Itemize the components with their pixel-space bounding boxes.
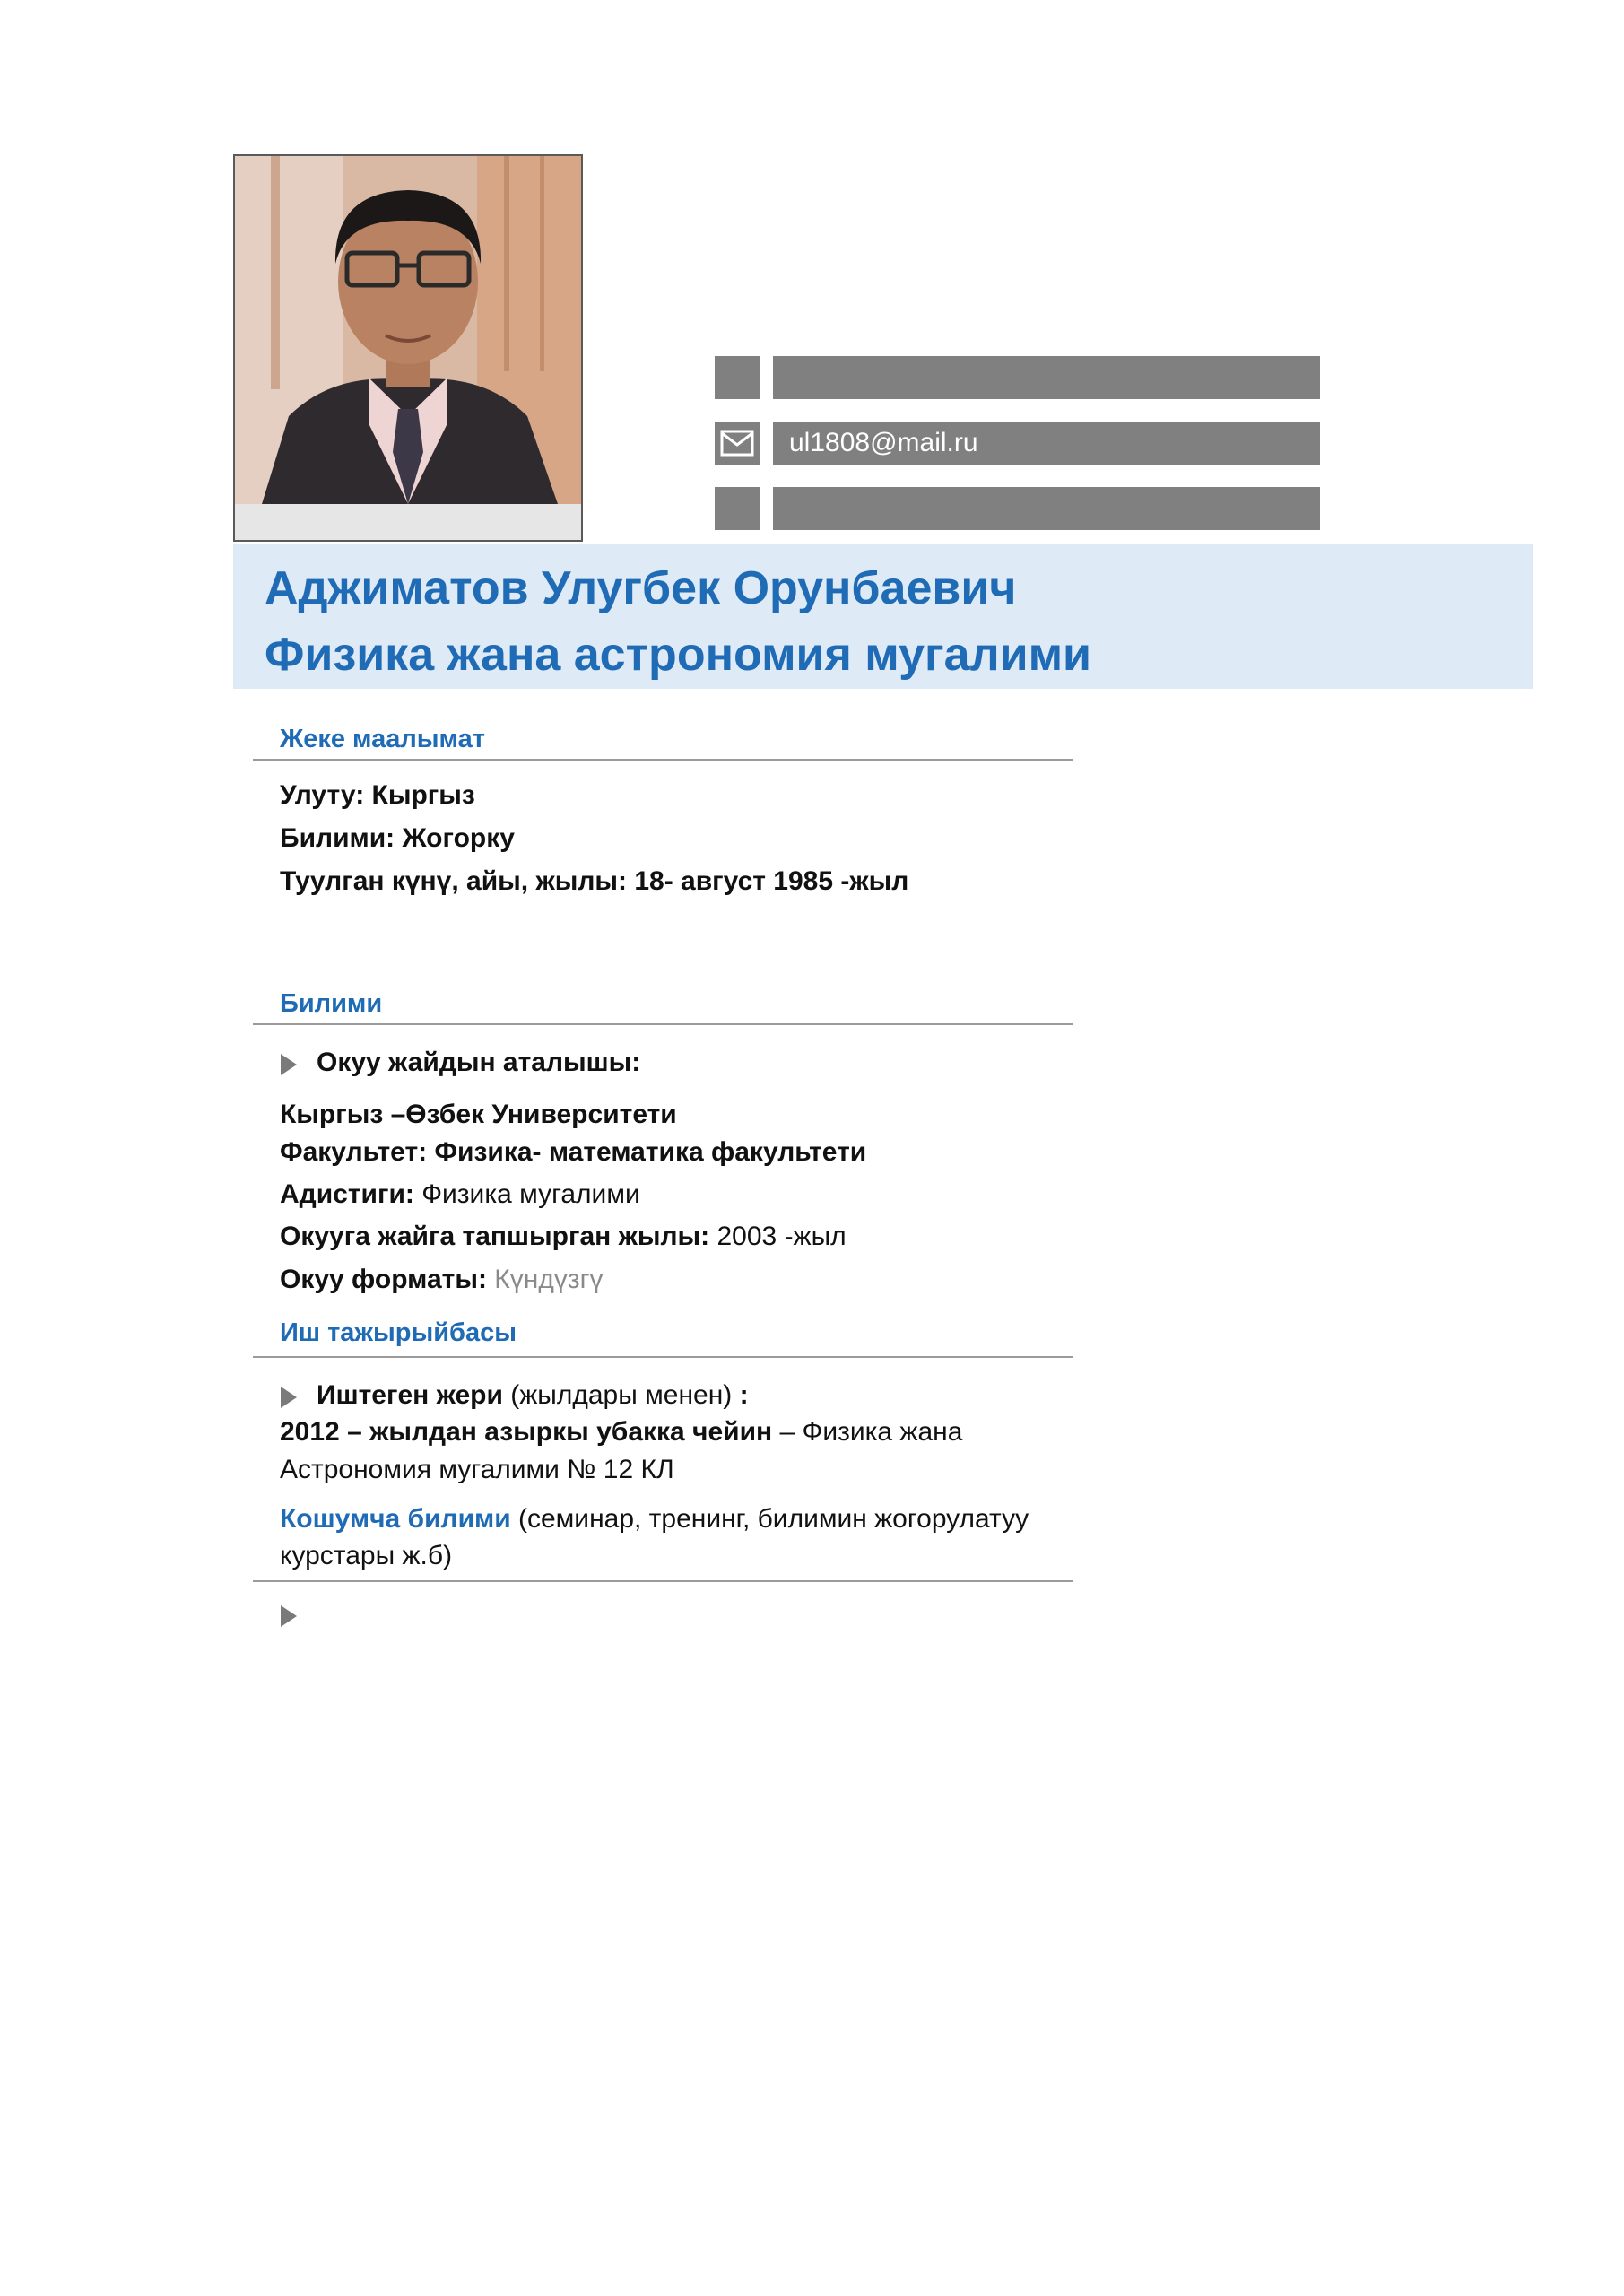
bullet-arrow-icon (281, 1054, 297, 1075)
section-title-extra: Кошумча билими (280, 1504, 511, 1534)
section-divider (253, 1580, 1073, 1582)
work-period (280, 1417, 962, 1448)
birth-date: Туулган күнү, айы, жылы: 18- август 1985 -жыл (280, 866, 909, 896)
email-bar (773, 422, 1320, 465)
work-period-dates: 2012 – жылдан азыркы убакка чейин (280, 1417, 773, 1447)
format-label: Окуу форматы: (280, 1265, 487, 1294)
contact-bar-1 (773, 356, 1320, 399)
education-level: Билими: Жогорку (280, 823, 515, 853)
workplace-colon: : (739, 1380, 749, 1410)
admission-year (280, 1222, 847, 1252)
blank-icon (715, 487, 760, 530)
section-title-work: Иш тажырыйбасы (280, 1318, 517, 1347)
blank-icon (715, 356, 760, 399)
specialty-label: Адистиги: (280, 1179, 414, 1209)
study-format (280, 1265, 604, 1295)
section-title-education: Билими (280, 989, 383, 1018)
section-divider (253, 1356, 1073, 1358)
workplace-label: Иштеген жери (317, 1380, 503, 1410)
admission-value: 2003 -жыл (709, 1222, 847, 1251)
faculty: Факультет: Физика- математика факультети (280, 1137, 867, 1167)
bullet-arrow-icon (281, 1387, 297, 1408)
additional-education (280, 1504, 1029, 1535)
profile-photo-frame (233, 154, 583, 542)
contact-bar-3 (773, 487, 1320, 530)
full-name: Аджиматов Улугбек Орунбаевич (265, 562, 1017, 614)
work-role: – Физика жана (772, 1417, 963, 1447)
bullet-arrow-icon (281, 1605, 297, 1627)
job-title: Физика жана астрономия мугалими (265, 629, 1092, 681)
institution-label: Окуу жайдын аталышы: (317, 1048, 641, 1077)
mail-icon (715, 422, 760, 465)
specialty (280, 1179, 640, 1210)
email-text: ul1808@mail.ru (789, 428, 978, 457)
section-title-personal: Жеке маалымат (280, 725, 485, 753)
profile-photo (235, 156, 581, 504)
name-banner (233, 544, 1533, 689)
workplace-heading (317, 1380, 749, 1411)
specialty-value: Физика мугалими (413, 1179, 640, 1209)
section-divider (253, 1023, 1073, 1025)
nationality: Улуту: Кыргыз (280, 780, 475, 810)
mail-icon-box (715, 422, 760, 465)
work-role-continued: Астрономия мугалими № 12 КЛ (280, 1455, 674, 1484)
admission-label: Окууга жайга тапшырган жылы: (280, 1222, 710, 1251)
extra-note: (семинар, тренинг, билимин жогорулатуу (510, 1504, 1029, 1534)
workplace-note: (жылдары менен) (502, 1380, 740, 1410)
section-divider (253, 759, 1073, 761)
extra-note-continued: курстары ж.б) (280, 1541, 453, 1570)
format-value: Күндүзгү (486, 1265, 604, 1294)
university: Кыргыз –Өзбек Университети (280, 1100, 677, 1129)
